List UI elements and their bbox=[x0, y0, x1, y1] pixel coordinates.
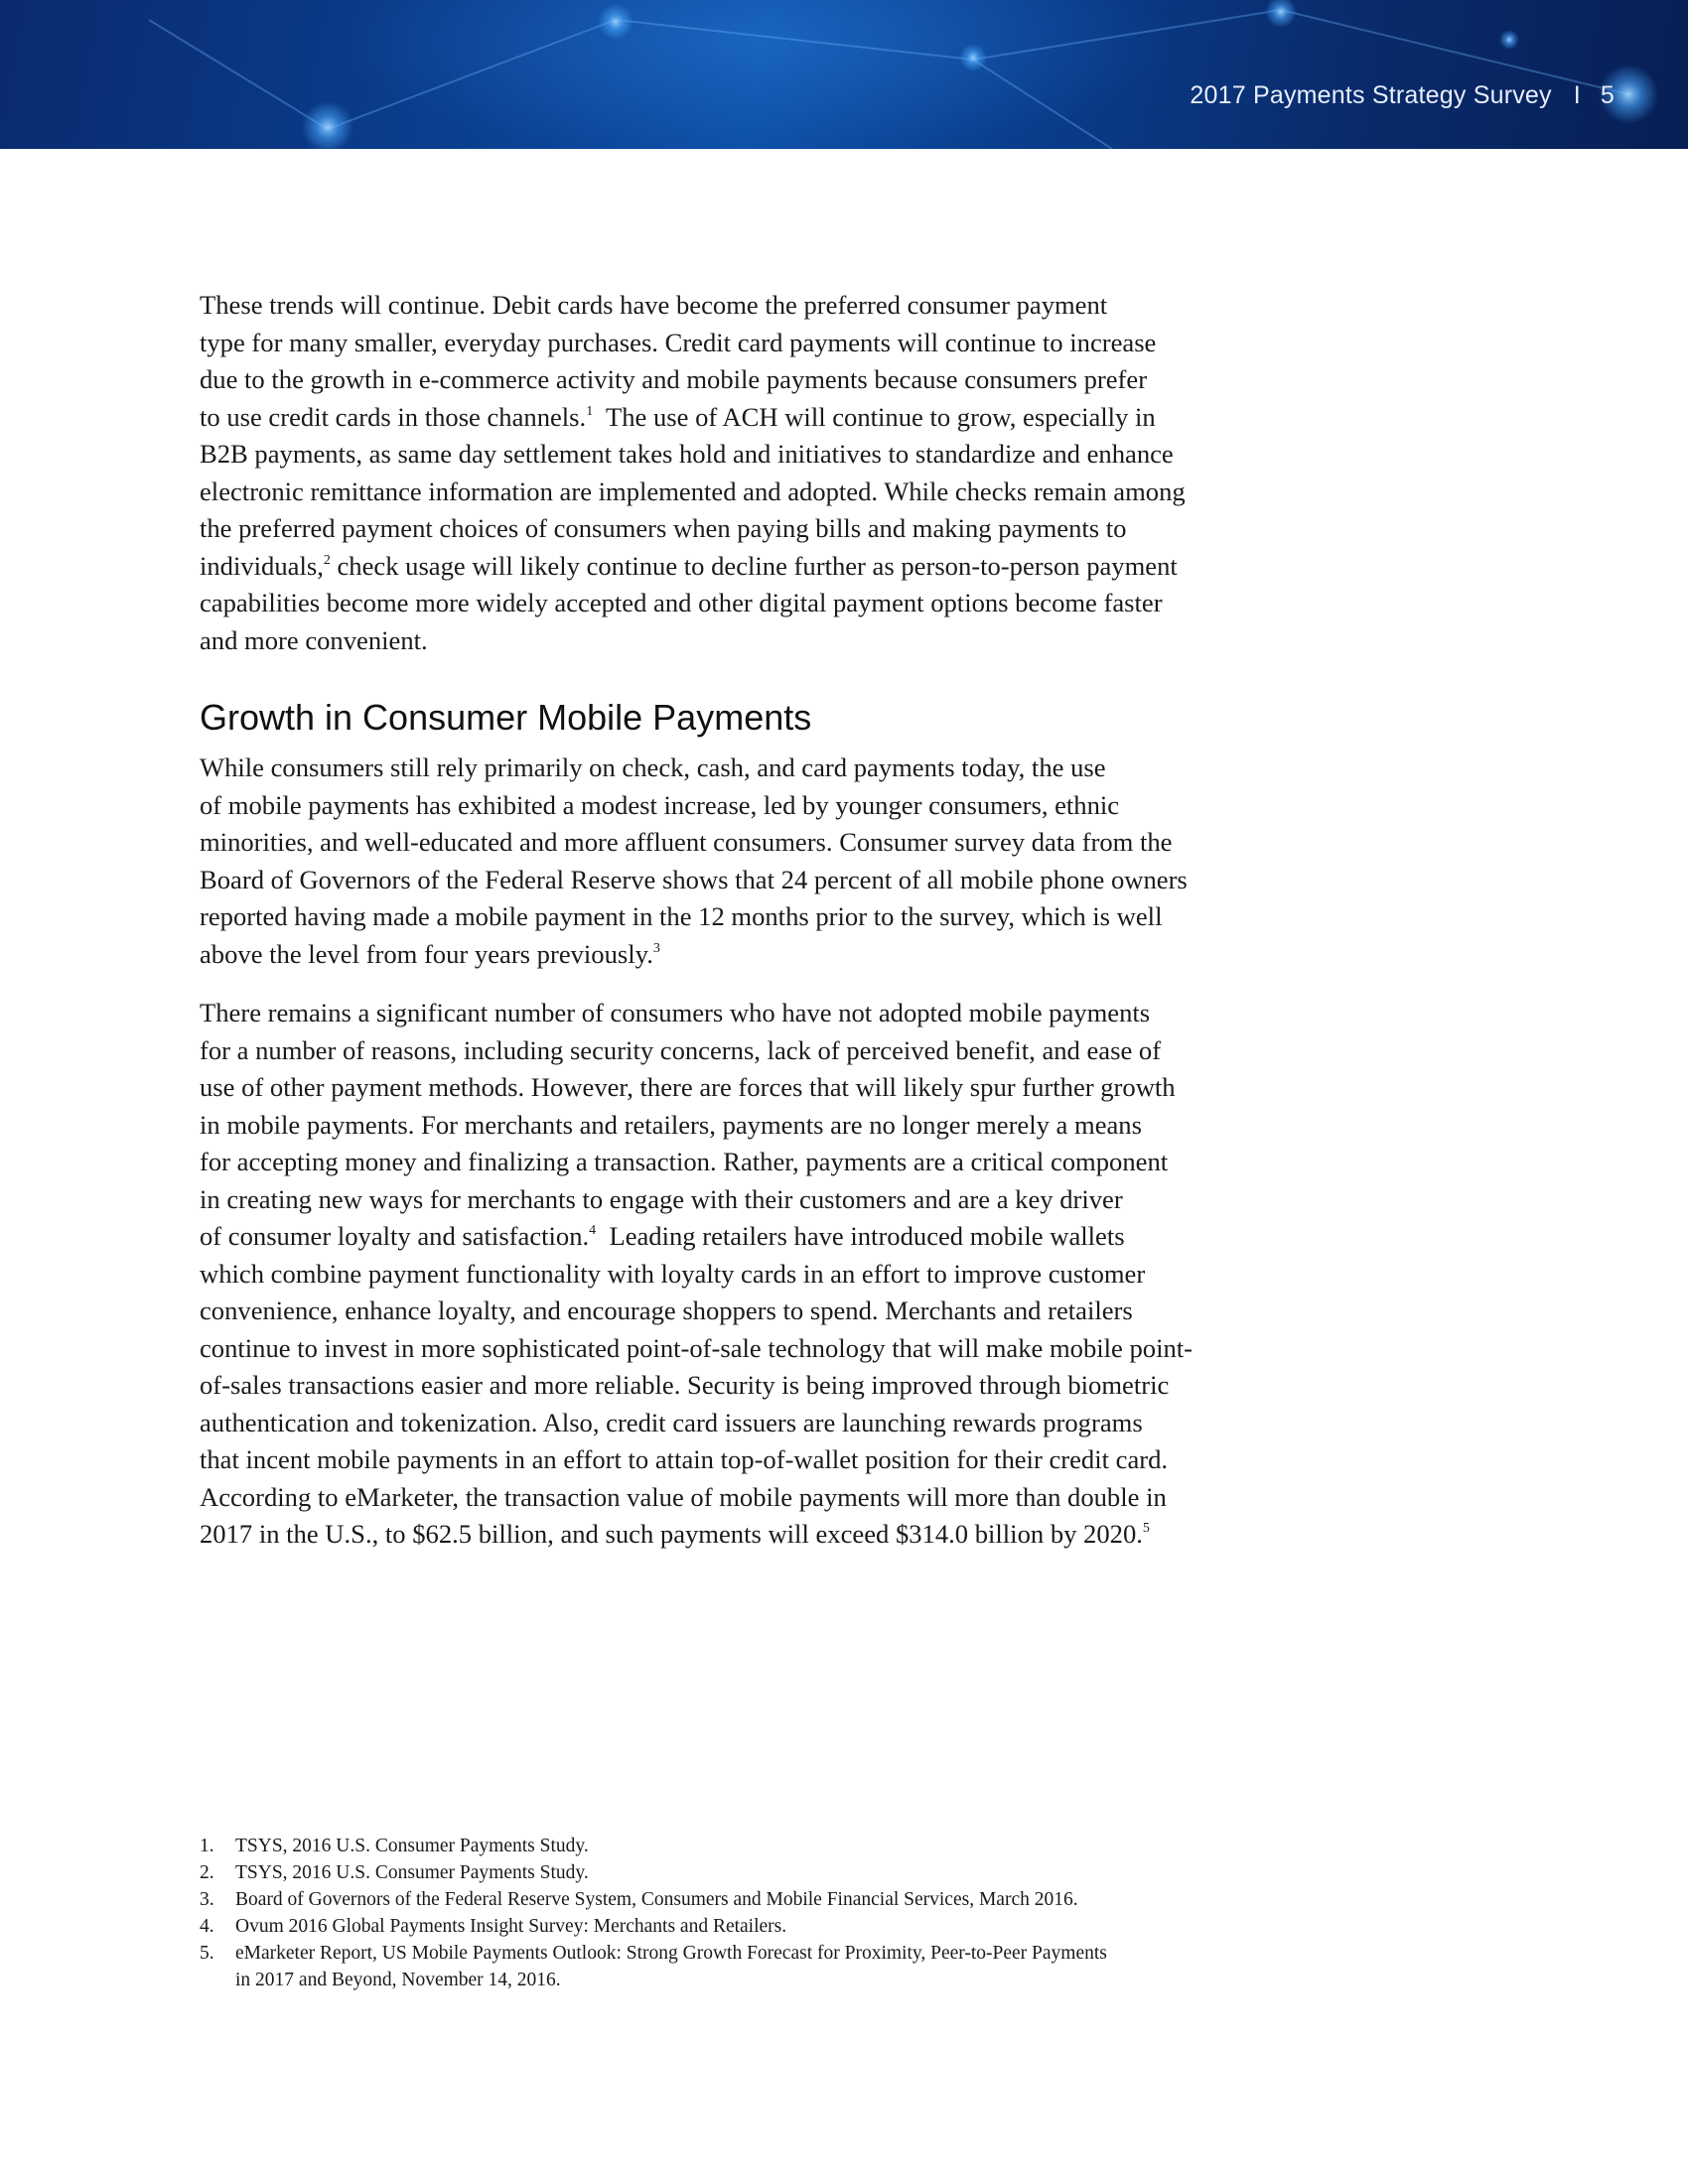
section-heading: Growth in Consumer Mobile Payments bbox=[200, 697, 812, 738]
footnote-ref[interactable]: 4 bbox=[589, 1223, 597, 1238]
intro-paragraph: These trends will continue. Debit cards have become the preferred consumer payment type for many smaller, everyday purchases. Credit card payments will continue to increase due to the growth in e-commerce activity and mobile payments because consumers prefer to use credit cards in those channels.$^1$ The use of ACH will continue to grow, especially in B2B payments, as same day settlement takes hold and initiatives to standardize and enhance electronic remittance information are implemented and adopted. While checks remain among the preferred payment choices of consumers when paying bills and making payments to individuals,$^2$ check usage will likely continue to decline further as person-to-person payment capabilities become more widely accepted and other digital payment options become faster and more convenient. bbox=[200, 290, 1186, 655]
footnote-item: 5. eMarketer Report, US Mobile Payments Outlook: Strong Growth Forecast for Proximity, Peer-to-Peer Payments in 2017 and Beyond, November 14, 2016. bbox=[200, 1943, 1107, 1990]
footnote-ref[interactable]: 2 bbox=[323, 552, 331, 568]
page-number: 5 bbox=[1600, 81, 1615, 109]
footnote-item: 4. Ovum 2016 Global Payments Insight Survey: Merchants and Retailers. bbox=[200, 1916, 787, 1937]
footnote-ref[interactable]: 5 bbox=[1142, 1521, 1150, 1536]
network-graphic bbox=[0, 0, 1688, 149]
mobile-payments-paragraph-1: While consumers still rely primarily on check, cash, and card payments today, the use of mobile payments has exhibited a modest increase, led by younger consumers, ethnic minorities, and well-educated and more affluent consumers. Consumer survey data from the Board of Governors of the Federal Reserve shows that 24 percent of all mobile phone owners reported having made a mobile payment in the 12 months prior to the survey, which is well above the level from four years previously.$^3$ bbox=[200, 752, 1188, 969]
footnote-item: 3. Board of Governors of the Federal Reserve System, Consumers and Mobile Financial Services, March 2016. bbox=[200, 1889, 1078, 1910]
main-content bbox=[200, 287, 1332, 1554]
footnote-ref[interactable]: 3 bbox=[652, 940, 660, 956]
footnotes-list bbox=[200, 1833, 1391, 1993]
publication-title: 2017 Payments Strategy Survey bbox=[1190, 81, 1552, 109]
mobile-payments-paragraph-2: There remains a significant number of consumers who have not adopted mobile payments for a number of reasons, including security concerns, lack of perceived benefit, and ease of use of other payment methods. However, there are forces that will likely spur further growth in mobile payments. For merchants and retailers, payments are no longer merely a means for accepting money and finalizing a transaction. Rather, payments are a critical component in creating new ways for merchants to engage with their customers and are a key driver of consumer loyalty and satisfaction.$^4$ Leading retailers have introduced mobile wallets which combine payment functionality with loyalty cards in an effort to improve customer convenience, enhance loyalty, and encourage shoppers to spend. Merchants and retailers continue to invest in more sophisticated point-of-sale technology that will make mobile point- of-sales transactions easier and more reliable. Security is being improved through biometric authentication and tokenization. Also, credit card issuers are launching rewards programs that incent mobile payments in an effort to attain top-of-wallet position for their credit card. According to eMarketer, the transaction value of mobile payments will more than double in 2017 in the U.S., to $62.5 billion, and such payments will exceed $314.0 billion by 2020.$^5$ bbox=[200, 998, 1194, 1549]
footnote-item: 1. TSYS, 2016 U.S. Consumer Payments Study. bbox=[200, 1836, 589, 1856]
running-head bbox=[1190, 81, 1615, 110]
footnote-item: 2. TSYS, 2016 U.S. Consumer Payments Study. bbox=[200, 1862, 589, 1883]
footnote-ref[interactable]: 1 bbox=[586, 403, 594, 419]
header-banner bbox=[0, 0, 1688, 149]
header-separator: I bbox=[1573, 81, 1581, 109]
